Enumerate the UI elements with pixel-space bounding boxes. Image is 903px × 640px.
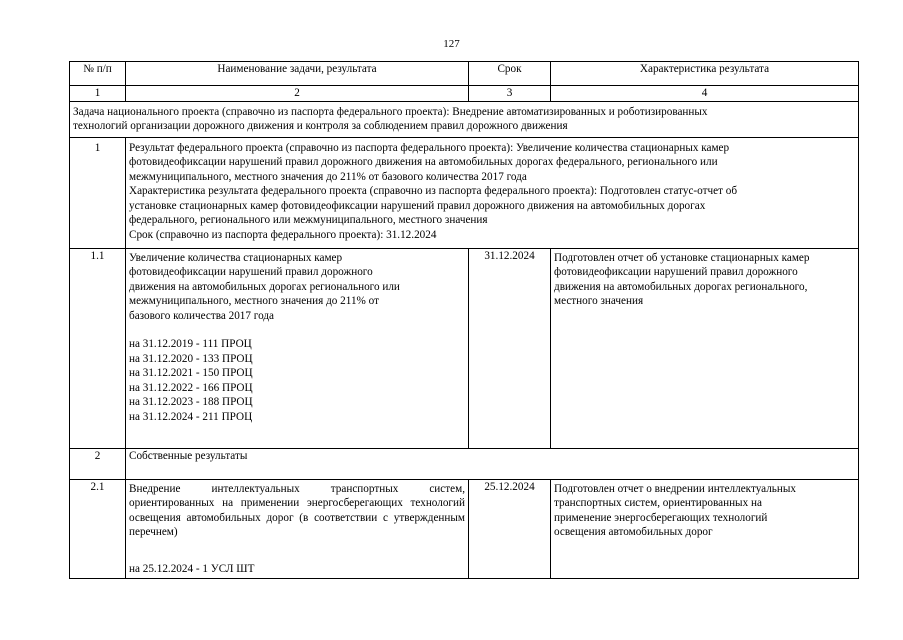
federal-result-line: межмуниципального, местного значения до 211% от базового количества 2017 года [129, 170, 527, 183]
result-name-line: Увеличение количества стационарных камер [129, 251, 343, 264]
column-number: 4 [551, 86, 859, 102]
federal-result-line: Срок (справочно из паспорта федерального проекта): 31.12.2024 [129, 228, 437, 241]
federal-result-line: установке стационарных камер фотовидеофиксации нарушений правил дорожного движения на автомобильных дорогах [129, 199, 706, 212]
result-name-cell [126, 248, 469, 448]
result-name-line: базового количества 2017 года [129, 309, 275, 322]
table-row [70, 479, 859, 578]
table-row [70, 248, 859, 448]
section-title: Собственные результаты [126, 448, 859, 479]
target-value: на 31.12.2020 - 133 ПРОЦ [129, 352, 253, 365]
column-number: 3 [469, 86, 551, 102]
target-value: на 31.12.2024 - 211 ПРОЦ [129, 410, 253, 423]
characteristic-line: Подготовлен отчет о внедрении интеллектуальных [554, 482, 796, 495]
column-number: 1 [70, 86, 126, 102]
characteristic-line: движения на автомобильных дорогах регионального, [554, 280, 808, 293]
result-name-line: фотовидеофиксации нарушений правил дорожного [129, 266, 373, 278]
task-text-line: технологий организации дорожного движения и контроля за соблюдением правил дорожного движения [73, 120, 568, 132]
deadline-cell: 25.12.2024 [469, 479, 551, 578]
deadline-cell: 31.12.2024 [469, 248, 551, 448]
characteristic-cell [551, 248, 859, 448]
header-number: № п/п [70, 62, 126, 86]
result-name-line: движения на автомобильных дорогах регионального или [129, 280, 400, 293]
result-name-line: межмуниципального, местного значения до 211% от [129, 295, 380, 307]
characteristic-line: фотовидеофиксации нарушений правил дорожного [554, 266, 798, 278]
task-text-line: Задача национального проекта (справочно из паспорта федерального проекта): Внедрение автоматизированных и роботизированных [73, 105, 708, 118]
target-value: на 31.12.2021 - 150 ПРОЦ [129, 367, 253, 379]
characteristic-line: Подготовлен отчет об установке стационарных камер [554, 251, 810, 264]
header-characteristic: Характеристика результата [551, 62, 859, 86]
column-number: 2 [126, 86, 469, 102]
characteristic-line: освещения автомобильных дорог [554, 526, 713, 538]
federal-result-line: Результат федерального проекта (справочно из паспорта федерального проекта): Увеличение количества стационарных камер [129, 141, 730, 154]
task-row [70, 101, 859, 137]
table-header-row [70, 62, 859, 86]
table-row [70, 137, 859, 248]
federal-result-cell [126, 137, 859, 248]
task-cell [70, 101, 859, 137]
characteristic-line: транспортных систем, ориентированных на [554, 497, 762, 509]
federal-result-line: Характеристика результата федерального проекта (справочно из паспорта федерального проекта): Подготовлен статус-отчет об [129, 185, 738, 197]
federal-result-line: федерального, регионального или межмуниципального, местного значения [129, 214, 488, 226]
row-number: 1.1 [70, 248, 126, 448]
header-name: Наименование задачи, результата [126, 62, 469, 86]
characteristic-line: местного значения [554, 295, 644, 307]
row-number: 2.1 [70, 479, 126, 578]
page-number: 127 [443, 38, 460, 50]
results-table [69, 61, 859, 579]
row-number: 1 [70, 137, 126, 248]
federal-result-line: фотовидеофиксации нарушений правил дорожного движения на автомобильных дорогах федерального, регионального или [129, 156, 718, 168]
column-numbering-row [70, 86, 859, 102]
section-row [70, 448, 859, 479]
target-value: на 31.12.2022 - 166 ПРОЦ [129, 381, 253, 394]
target-value: на 31.12.2019 - 111 ПРОЦ [129, 338, 252, 350]
result-name-text: Внедрение интеллектуальных транспортных систем, ориентированных на применении энергосберегающих технологий освещения автомобильных дорог (в соответствии с утвержденным перечнем) [129, 482, 465, 538]
target-value: на 31.12.2023 - 188 ПРОЦ [129, 396, 253, 408]
header-deadline: Срок [469, 62, 551, 86]
row-number: 2 [70, 448, 126, 479]
characteristic-cell [551, 479, 859, 578]
result-name-cell [126, 479, 469, 578]
target-value: на 25.12.2024 - 1 УСЛ ШТ [129, 562, 255, 575]
characteristic-line: применение энергосберегающих технологий [554, 511, 768, 524]
